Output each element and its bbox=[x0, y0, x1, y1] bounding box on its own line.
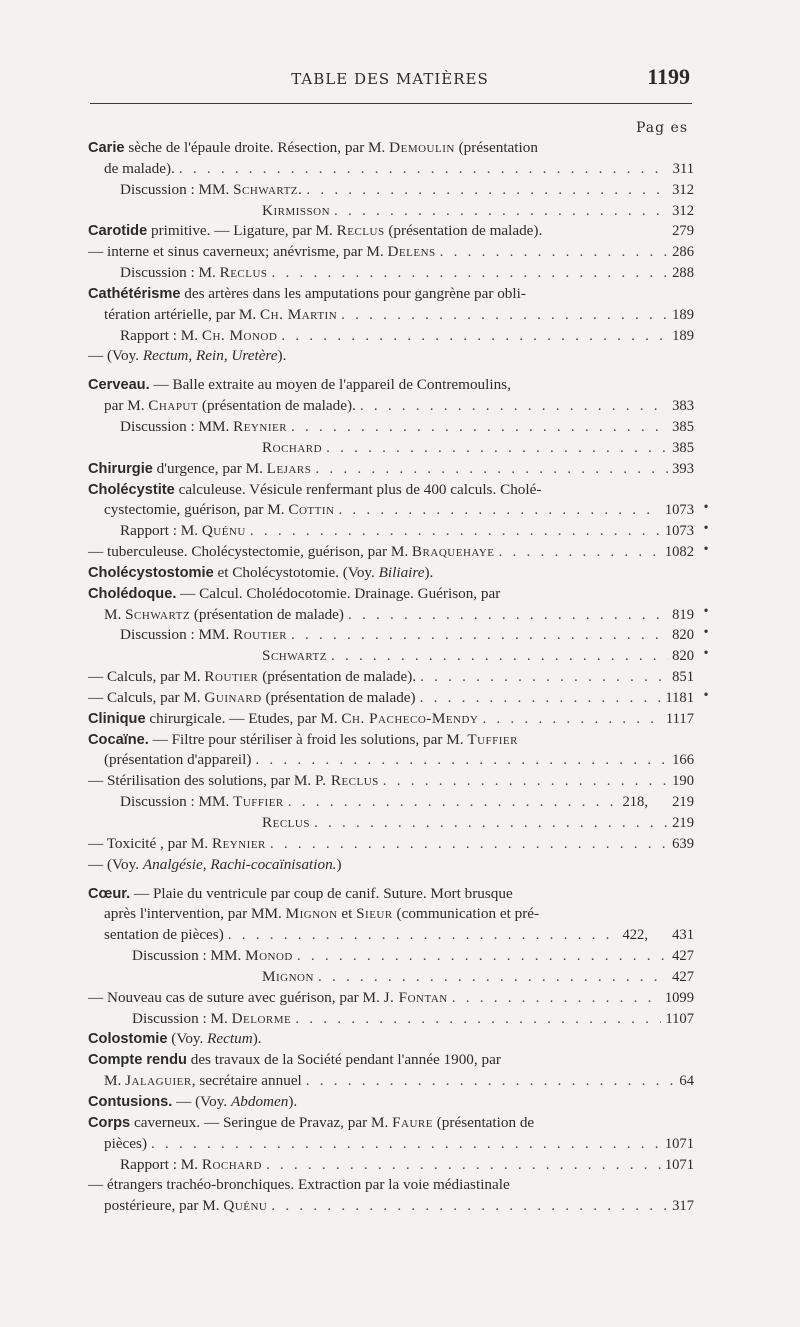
index-line: — (Voy. Rectum, Rein, Uretère). bbox=[88, 347, 287, 365]
index-line: Chirurgie d'urgence, par M. Lejars . . . 393 bbox=[88, 459, 694, 480]
index-line: — Calculs, par M. Routier (présentation de malade). . . . 851 bbox=[88, 667, 694, 688]
index-line: Mignon . . . 427 bbox=[88, 967, 694, 988]
index-line: Discussion : M. Reclus . . . 288 bbox=[88, 263, 694, 284]
index-line: — étrangers trachéo-bronchiques. Extraction par la voie médiastinale bbox=[88, 1176, 510, 1194]
index-line: Kirmisson . . . 312 bbox=[88, 201, 694, 222]
index-line: pièces) . . . 1071 bbox=[88, 1134, 694, 1155]
index-line: Carie sèche de l'épaule droite. Résection, par M. Demoulin (présentation bbox=[88, 139, 538, 156]
index-line: Corps caverneux. — Seringue de Pravaz, par M. Faure (présentation de bbox=[88, 1113, 535, 1131]
index-line: sentation de pièces) . . . 422, 431 bbox=[88, 925, 694, 946]
index-line: Compte rendu des travaux de la Société pendant l'année 1900, par bbox=[88, 1051, 501, 1069]
index-line: Cathétérisme des artères dans les amputations pour gangrène par obli- bbox=[88, 284, 526, 302]
margin-mark: • bbox=[702, 646, 710, 660]
index-line: M. Jalaguier, secrétaire annuel . . . 64 bbox=[88, 1071, 694, 1092]
index-line: Cocaïne. — Filtre pour stériliser à froid les solutions, par M. Tuffier bbox=[88, 730, 518, 748]
margin-mark: • bbox=[702, 604, 710, 618]
index-line: Cœur. — Plaie du ventricule par coup de canif. Suture. Mort brusque bbox=[88, 884, 513, 902]
index-line: par M. Chaput (présentation de malade). . . . 383 bbox=[88, 396, 694, 417]
index-line: Contusions. — (Voy. Abdomen). bbox=[88, 1092, 298, 1110]
index-line: — interne et sinus caverneux; anévrisme, par M. Delens . . . 286 bbox=[88, 242, 694, 263]
index-line: Rapport : M. Rochard . . . 1071 bbox=[88, 1155, 694, 1176]
page-number: 1199 bbox=[647, 64, 690, 89]
index-line: Discussion : MM. Reynier . . . 385 bbox=[88, 417, 694, 438]
margin-mark: • bbox=[702, 500, 710, 514]
index-line: (présentation d'appareil) . . . 166 bbox=[88, 750, 694, 771]
margin-mark: • bbox=[702, 521, 710, 535]
index-line: — Stérilisation des solutions, par M. P. Reclus . . . 190 bbox=[88, 771, 694, 792]
index-line: tération artérielle, par M. Ch. Martin . . . 189 bbox=[88, 305, 694, 326]
index-line: Colostomie (Voy. Rectum). bbox=[88, 1030, 262, 1048]
index-line: Discussion : MM. Routier . . . 820 bbox=[88, 625, 694, 646]
index-line: Schwartz . . . 820 bbox=[88, 646, 694, 667]
margin-mark: • bbox=[702, 688, 710, 702]
index-line: après l'intervention, par MM. Mignon et Sieur (communication et pré- bbox=[104, 905, 540, 923]
index-entries bbox=[88, 138, 694, 1217]
index-line: postérieure, par M. Quénu . . . 317 bbox=[88, 1196, 694, 1217]
index-line: Rapport : M. Ch. Monod . . . 189 bbox=[88, 326, 694, 347]
index-line: Cholécystite calculeuse. Vésicule renfermant plus de 400 calculs. Cholé- bbox=[88, 480, 542, 498]
index-line: — Toxicité , par M. Reynier . . . 639 bbox=[88, 834, 694, 855]
index-line: Rapport : M. Quénu . . . 1073 bbox=[88, 521, 694, 542]
index-line: — tuberculeuse. Cholécystectomie, guérison, par M. Braquehaye . . . 1082 bbox=[88, 542, 694, 563]
index-line: Discussion : MM. Tuffier . . . 218, 219 bbox=[88, 792, 694, 813]
index-line: Clinique chirurgicale. — Etudes, par M. Ch. Pacheco-Mendy . . . 1117 bbox=[88, 709, 694, 730]
index-line: — Nouveau cas de suture avec guérison, par M. J. Fontan . . . 1099 bbox=[88, 988, 694, 1009]
index-line: Discussion : MM. Monod . . . 427 bbox=[88, 946, 694, 967]
index-line: — (Voy. Analgésie, Rachi-cocaïnisation.) bbox=[88, 855, 342, 873]
index-line: Discussion : M. Delorme . . . 1107 bbox=[88, 1009, 694, 1030]
header-rule bbox=[90, 103, 692, 104]
margin-mark: • bbox=[702, 625, 710, 639]
index-line: M. Schwartz (présentation de malade) . . . 819 bbox=[88, 605, 694, 626]
index-line: de malade). . . . 311 bbox=[88, 159, 694, 180]
running-head: TABLE DES MATIÈRES bbox=[291, 70, 489, 88]
index-line: cystectomie, guérison, par M. Cottin . . . 1073 bbox=[88, 500, 694, 521]
page-header bbox=[90, 62, 690, 92]
index-line: Rochard . . . 385 bbox=[88, 438, 694, 459]
index-line: Cerveau. — Balle extraite au moyen de l'appareil de Contremoulins, bbox=[88, 376, 511, 394]
index-line: Cholédoque. — Calcul. Cholédocotomie. Drainage. Guérison, par bbox=[88, 584, 501, 602]
index-line: — Calculs, par M. Guinard (présentation de malade) . . . 1181 bbox=[88, 688, 694, 709]
margin-mark: • bbox=[702, 542, 710, 556]
index-line: Carotide primitive. — Ligature, par M. Reclus (présentation de malade). 279 bbox=[88, 222, 694, 240]
index-line: Cholécystostomie et Cholécystotomie. (Voy. Biliaire). bbox=[88, 563, 434, 581]
pages-column-label: Pag es bbox=[636, 120, 689, 136]
index-line: Discussion : MM. Schwartz. . . . 312 bbox=[88, 180, 694, 201]
index-line: Reclus . . . 219 bbox=[88, 813, 694, 834]
